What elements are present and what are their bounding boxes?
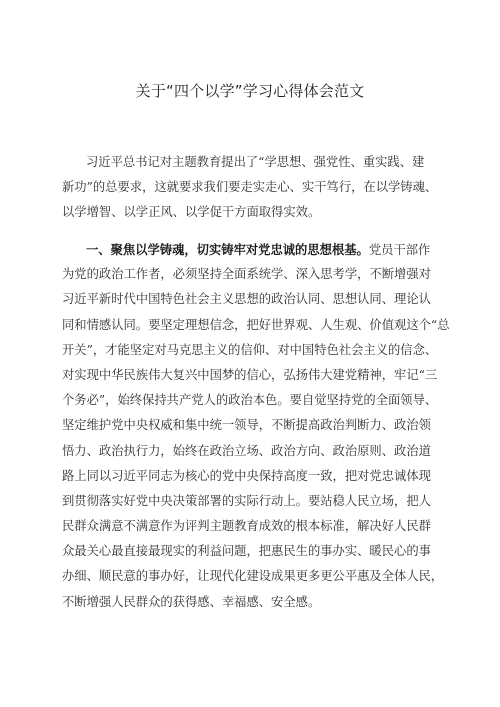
- paragraph-line: 悟力、政治执行力，始终在政治立场、政治方向、政治原则、政治道: [62, 443, 431, 458]
- paragraph-line: 开关”，才能坚定对马克思主义的信仰、对中国特色社会主义的信念、: [62, 342, 438, 357]
- paragraph-line-rest: 党员干部作: [368, 243, 431, 257]
- paragraph-line: 民群众满意不满意作为评判主题教育成效的根本标准，解决好人民群: [62, 519, 431, 534]
- paragraph-first-line: [62, 237, 440, 262]
- paragraph-line: 以学增智、以学正风、以学促干方面取得实效。: [62, 205, 321, 220]
- paragraph-section-one: [62, 237, 450, 615]
- paragraph-line: 不断增强人民群众的获得感、幸福感、安全感。: [62, 594, 321, 609]
- paragraph-line: 习近平总书记对主题教育提出了“学思想、强党性、重实践、建: [86, 155, 425, 169]
- paragraph-line: 习近平新时代中国特色社会主义思想的政治认同、思想认同、理论认: [62, 292, 431, 307]
- paragraph-line: 对实现中华民族伟大复兴中国梦的信心，弘扬伟大建党精神，牢记“三: [62, 367, 438, 382]
- paragraph-line: 个务必”，始终保持共产党人的政治本色。要自觉坚持党的全面领导、: [62, 393, 438, 408]
- paragraph-line: 众最关心最直接最现实的利益问题，把惠民生的事办实、暖民心的事: [62, 544, 431, 559]
- paragraph-line: 同和情感认同。要坚定理想信念，把好世界观、人生观、价值观这个“总: [62, 317, 450, 332]
- paragraph-line: 办细、顺民意的事办好，让现代化建设成果更多更公平惠及全体人民，: [62, 569, 444, 584]
- paragraph-intro: [62, 150, 440, 226]
- paragraph-line: 坚定维护党中央权威和集中统一领导，不断提高政治判断力、政治领: [62, 418, 431, 433]
- paragraph-line: 到贯彻落实好党中央决策部署的实际行动上。要站稳人民立场，把人: [62, 493, 431, 508]
- paragraph-line: 新功”的总要求，这就要求我们要走实走心、实干笃行，在以学铸魂、: [62, 180, 438, 195]
- paragraph-line: 为党的政治工作者，必须坚持全面系统学、深入思考学，不断增强对: [62, 267, 431, 282]
- document-title: 关于“四个以学”学习心得体会范文: [135, 82, 365, 100]
- section-heading: 一、聚焦以学铸魂，切实铸牢对党忠诚的思想根基。: [86, 242, 369, 257]
- paragraph-line: 路上同以习近平同志为核心的党中央保持高度一致，把对党忠诚体现: [62, 468, 431, 483]
